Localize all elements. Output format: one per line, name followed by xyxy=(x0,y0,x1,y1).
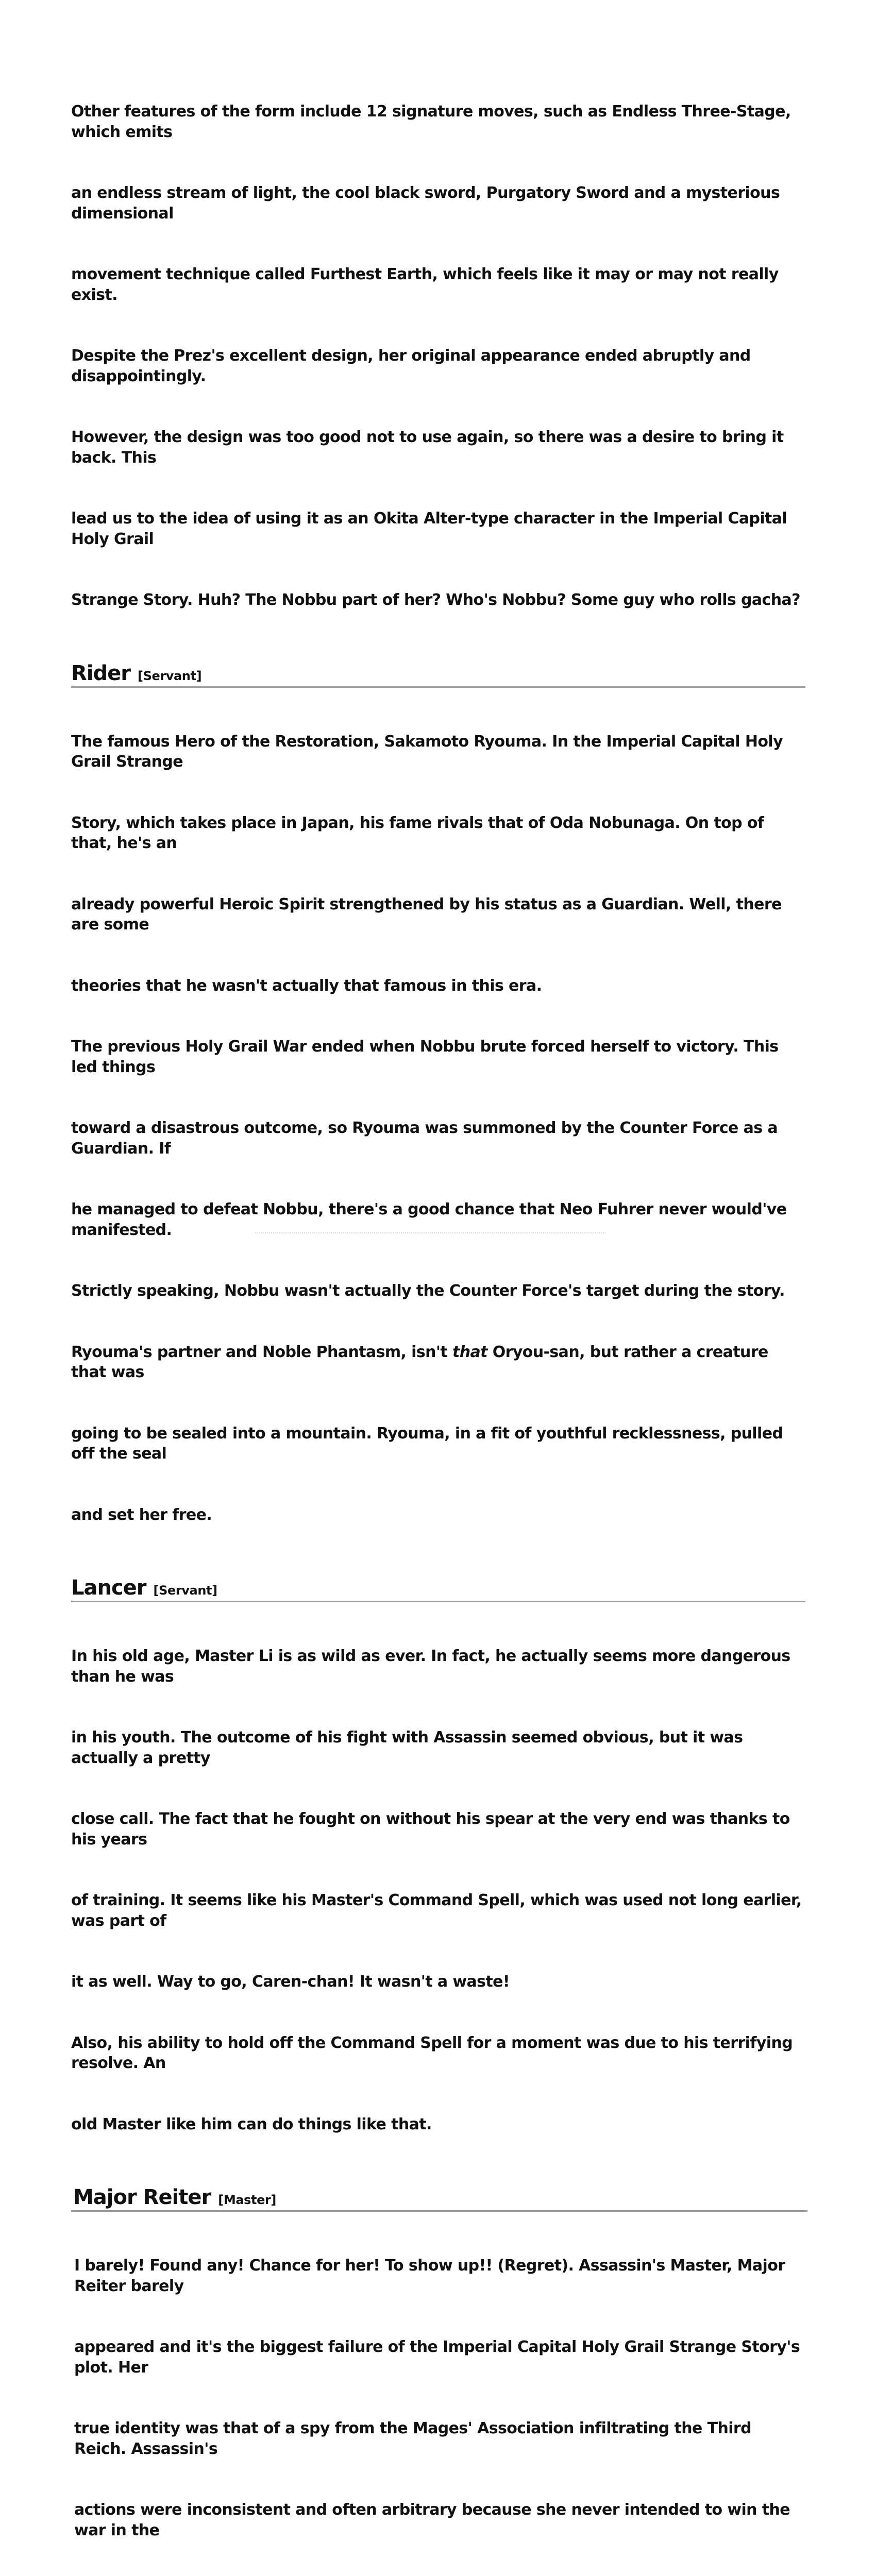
text-line: he managed to defeat Nobbu, there's a good chance that Neo Fuhrer never would've manifested. xyxy=(71,1200,792,1239)
text-line: However, the design was too good not to use again, so there was a desire to bring it back. This xyxy=(71,428,789,467)
text-line: theories that he wasn't actually that famous in this era. xyxy=(71,976,542,995)
section-body xyxy=(71,2215,808,2576)
text-line: an endless stream of light, the cool black sword, Purgatory Sword and a mysterious dimensional xyxy=(71,184,785,223)
text-line: movement technique called Furthest Earth, which feels like it may or may not really exist. xyxy=(71,265,784,304)
text-line: lead us to the idea of using it as an Okita Alter-type character in the Imperial Capital Holy Grail xyxy=(71,510,792,548)
text-line: Story, which takes place in Japan, his fame rivals that of Oda Nobunaga. On top of that, he's an xyxy=(71,814,769,852)
text-line: Other features of the form include 12 signature moves, such as Endless Three-Stage, which emits xyxy=(71,103,796,141)
section-major-reiter xyxy=(71,2185,808,2576)
text-line: In his old age, Master Li is as wild as ever. In fact, he actually seems more dangerous than he was xyxy=(71,1647,796,1686)
text-line: it as well. Way to go, Caren-chan! It wasn't a waste! xyxy=(71,1973,510,1991)
text-line: Also, his ability to hold off the Command Spell for a moment was due to his terrifying resolve. An xyxy=(71,2033,798,2072)
text-line: actions were inconsistent and often arbitrary because she never intended to win the war in the xyxy=(74,2501,795,2539)
section-lancer xyxy=(71,1576,808,2175)
text-line: going to be sealed into a mountain. Ryouma, in a fit of youthful recklessness, pulled off the seal xyxy=(71,1424,788,1463)
section-heading xyxy=(71,1576,805,1602)
text-line: Strange Story. Huh? The Nobbu part of her? Who's Nobbu? Some guy who rolls gacha? xyxy=(71,591,800,609)
text-line: appeared and it's the biggest failure of the Imperial Capital Holy Grail Strange Story's plot. Her xyxy=(74,2338,805,2377)
section-body xyxy=(71,1605,808,2175)
faint-footer-mark xyxy=(255,1232,605,1241)
text-line: already powerful Heroic Spirit strengthened by his status as a Guardian. Well, there are some xyxy=(71,895,787,934)
text-line: The famous Hero of the Restoration, Sakamoto Ryouma. In the Imperial Capital Holy Grail Strange xyxy=(71,732,788,771)
text-line: Despite the Prez's excellent design, her original appearance ended abruptly and disappointingly. xyxy=(71,347,756,385)
document-page xyxy=(71,61,808,2576)
text-line: true identity was that of a spy from the Mages' Association infiltrating the Third Reich. Assassin's xyxy=(74,2419,756,2458)
text-line: of training. It seems like his Master's Command Spell, which was used not long earlier, was part of xyxy=(71,1891,807,1930)
section-title: Major Reiter xyxy=(73,2185,211,2209)
text-fragment: Oryou-san, but rather a creature that was xyxy=(71,1343,773,1381)
section-rider xyxy=(71,662,808,1566)
section-title: Rider xyxy=(71,661,130,685)
emphasis-text: that xyxy=(452,1343,487,1361)
section-heading xyxy=(71,662,805,688)
text-line: Strictly speaking, Nobbu wasn't actually the Counter Force's target during the story. xyxy=(71,1282,785,1300)
section-tag: [Servant] xyxy=(153,1583,217,1598)
text-line: and set her free. xyxy=(71,1505,212,1524)
intro-paragraph xyxy=(71,61,808,651)
text-line: in his youth. The outcome of his fight with Assassin seemed obvious, but it was actually a pretty xyxy=(71,1728,748,1767)
section-heading xyxy=(71,2185,807,2212)
section-body xyxy=(71,691,808,1566)
text-line: close call. The fact that he fought on without his spear at the very end was thanks to his years xyxy=(71,1810,795,1849)
section-tag: [Servant] xyxy=(138,668,202,683)
text-line: old Master like him can do things like that. xyxy=(71,2115,432,2133)
text-line: I barely! Found any! Chance for her! To show up!! (Regret). Assassin's Master, Major Reiter barely xyxy=(74,2257,790,2295)
text-fragment: Ryouma's partner and Noble Phantasm, isn't xyxy=(71,1343,453,1361)
text-line: toward a disastrous outcome, so Ryouma was summoned by the Counter Force as a Guardian. If xyxy=(71,1119,783,1158)
section-tag: [Master] xyxy=(218,2193,276,2207)
section-title: Lancer xyxy=(71,1576,146,1600)
text-line xyxy=(71,1342,808,1383)
text-line: The previous Holy Grail War ended when Nobbu brute forced herself to victory. This led things xyxy=(71,1038,784,1076)
